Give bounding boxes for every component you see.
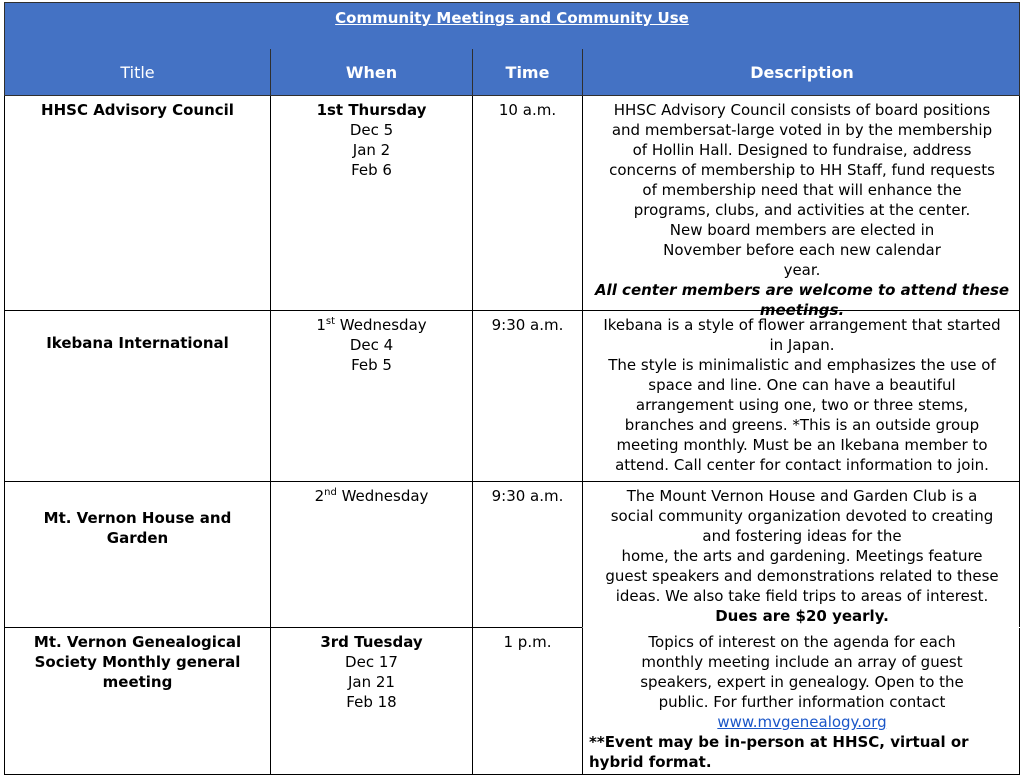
- row-description: [582, 482, 1021, 628]
- desc-line: space and line. One can have a beautiful: [648, 376, 956, 394]
- row-time: 10 a.m.: [472, 96, 582, 322]
- header-time: Time: [472, 49, 582, 95]
- header-title: Title: [120, 62, 155, 82]
- desc-line: ideas. We also take field trips to areas of interest.: [615, 587, 989, 605]
- desc-line: attend. Call center for contact information to join.: [615, 456, 989, 474]
- when-main: [277, 486, 466, 506]
- desc-line: guest speakers and demonstrations related to these: [605, 567, 999, 585]
- desc-line: programs, clubs, and activities at the center.: [633, 201, 971, 219]
- row-title: HHSC Advisory Council: [41, 101, 234, 119]
- desc-line: and fostering ideas for the: [702, 527, 902, 545]
- when-date: Dec 5: [349, 121, 394, 139]
- when-date: Dec 17: [345, 653, 398, 671]
- when-date: Jan 21: [348, 673, 395, 691]
- desc-line: The style is minimalistic and emphasizes the use of: [608, 356, 996, 374]
- desc-emphasis: All center members are welcome to attend these meetings.: [594, 281, 1010, 319]
- table-row: [4, 482, 1020, 627]
- when-num: 1: [316, 316, 326, 334]
- row-time: 1 p.m.: [472, 628, 582, 774]
- when-date: Feb 6: [351, 161, 392, 179]
- table-row: [4, 627, 1020, 775]
- row-description: [582, 311, 1021, 481]
- row-when: [270, 311, 472, 481]
- desc-line: of Hollin Hall. Designed to fundraise, address: [632, 141, 972, 159]
- when-num: 2: [314, 487, 325, 505]
- when-date: Dec 4: [349, 336, 394, 354]
- desc-line: in Japan.: [769, 336, 835, 354]
- desc-line: speakers, expert in genealogy. Open to the: [640, 673, 964, 691]
- desc-line: monthly meeting include an array of guest: [641, 653, 963, 671]
- desc-line: and membersat-large voted in by the membership: [611, 121, 993, 139]
- desc-line: arrangement using one, two or three stems,: [635, 396, 969, 414]
- row-when: [270, 628, 472, 774]
- row-title: Mt. Vernon Genealogical Society Monthly general meeting: [33, 633, 242, 691]
- desc-line: public. For further information contact: [658, 693, 946, 711]
- header-when: When: [270, 49, 472, 95]
- table-row: [4, 311, 1020, 482]
- desc-line: meeting monthly. Must be an Ikebana member to: [616, 436, 988, 454]
- when-main: 3rd Tuesday: [320, 633, 423, 651]
- row-description: [582, 627, 1021, 774]
- when-main: [277, 315, 466, 335]
- desc-line: of membership need that will enhance the: [642, 181, 962, 199]
- when-date: Feb 5: [351, 356, 392, 374]
- desc-line: year.: [783, 261, 821, 279]
- when-main: 1st Thursday: [316, 101, 427, 119]
- when-rest: Wednesday: [335, 316, 427, 334]
- desc-line: concerns of membership to HH Staff, fund requests: [609, 161, 995, 179]
- meetings-table: [4, 2, 1020, 775]
- desc-line: Ikebana is a style of flower arrangement that started: [603, 316, 1001, 334]
- when-date: Feb 18: [346, 693, 397, 711]
- table-row: [4, 96, 1020, 319]
- row-title: Mt. Vernon House and Garden: [43, 509, 232, 547]
- desc-line: Topics of interest on the agenda for each: [648, 633, 956, 651]
- desc-line: The Mount Vernon House and Garden Club is a: [626, 487, 978, 505]
- row-when: [270, 482, 472, 628]
- header-description: Description: [582, 49, 1021, 95]
- when-sup: st: [325, 316, 336, 327]
- genealogy-link[interactable]: www.mvgenealogy.org: [717, 713, 887, 731]
- desc-line: branches and greens. *This is an outside group: [624, 416, 980, 434]
- when-date: Jan 2: [352, 141, 391, 159]
- table-banner: Community Meetings and Community Use: [4, 2, 1020, 33]
- when-rest: Wednesday: [336, 487, 429, 505]
- when-sup: nd: [324, 487, 337, 498]
- desc-line: home, the arts and gardening. Meetings feature: [621, 547, 983, 565]
- row-time: 9:30 a.m.: [472, 311, 582, 481]
- desc-bold: Dues are $20 yearly.: [715, 607, 889, 625]
- desc-line: November before each new calendar: [663, 241, 941, 259]
- desc-line: HHSC Advisory Council consists of board positions: [613, 101, 991, 119]
- desc-line: social community organization devoted to creating: [610, 507, 994, 525]
- row-when: [270, 96, 472, 322]
- desc-line: New board members are elected in: [669, 221, 935, 239]
- row-time: 9:30 a.m.: [472, 482, 582, 628]
- table-header-row: [4, 33, 1020, 96]
- row-description: [582, 96, 1021, 322]
- row-title: Ikebana International: [46, 334, 229, 352]
- desc-bold-note: **Event may be in-person at HHSC, virtual or hybrid format.: [589, 733, 969, 771]
